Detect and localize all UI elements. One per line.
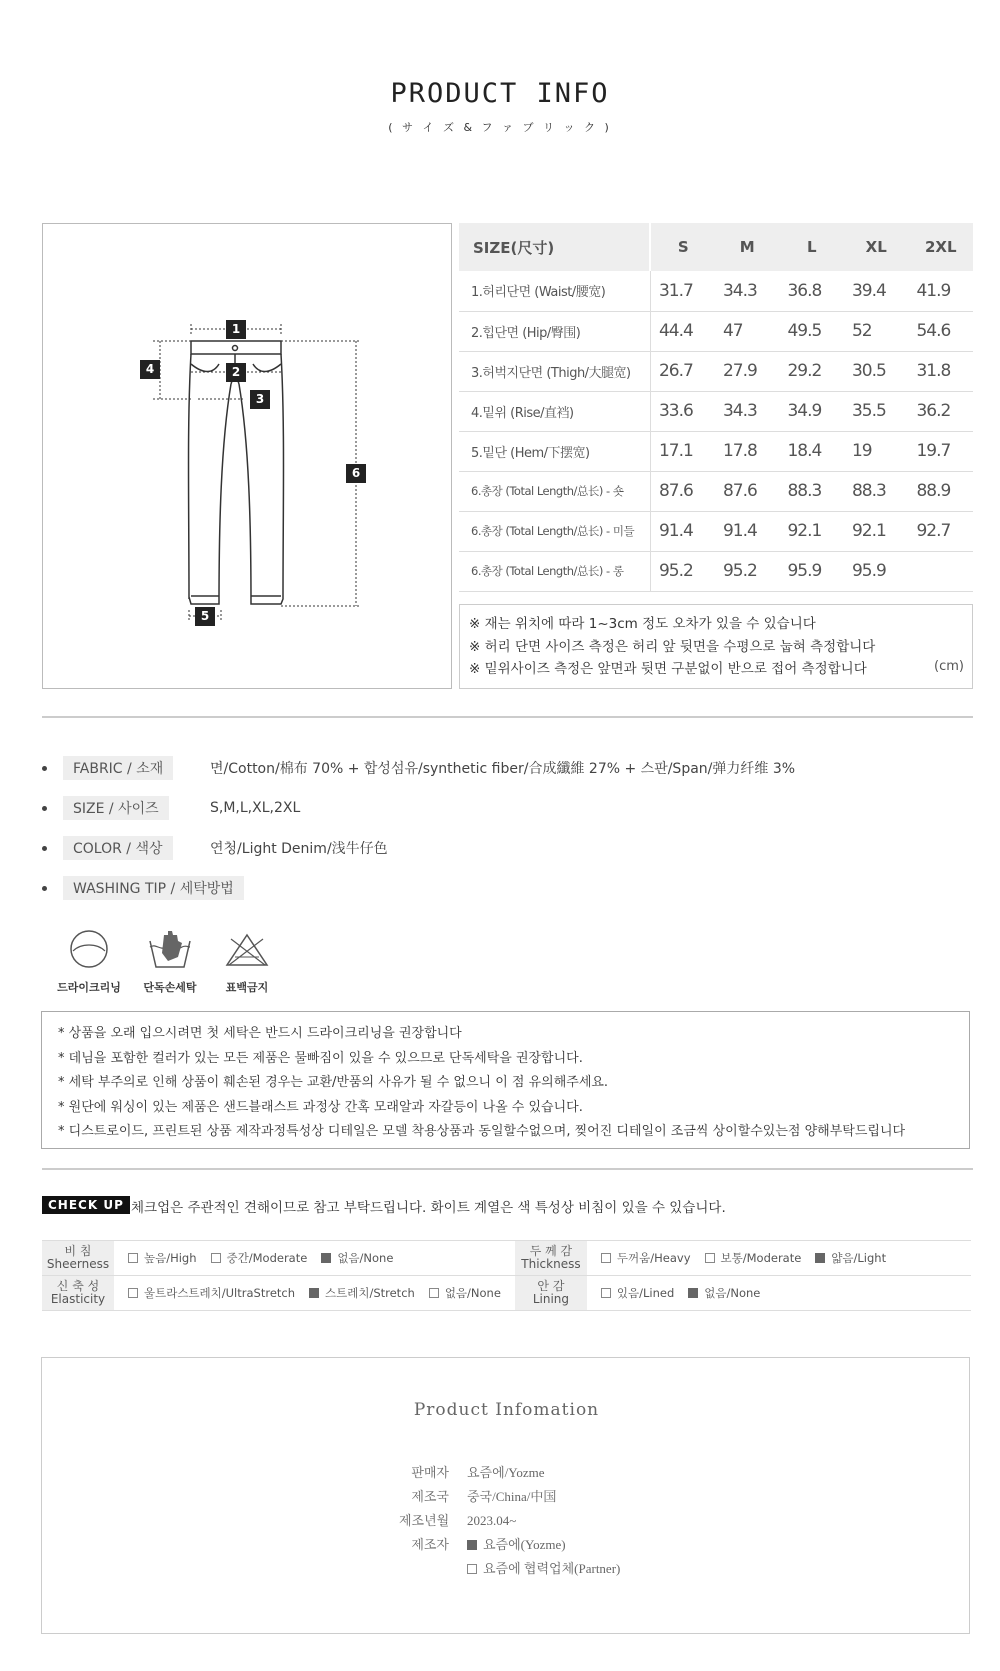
spec-label: FABRIC / 소재 [63,756,173,780]
size-value: 34.9 [779,391,844,431]
dry-clean-icon [67,927,111,971]
checkup-table [42,1240,971,1311]
size-value: 91.4 [715,511,780,551]
washing-notes [41,1011,970,1149]
wash-note: * 원단에 워싱이 있는 제품은 샌드블래스트 과정상 간혹 모래알과 자갈등이 나올 수 있습니다. [58,1099,583,1115]
sheerness-head [42,1241,114,1276]
size-value: 19 [844,431,909,471]
size-header-m: M [715,223,780,271]
page-subtitle: ( サ イ ズ & フ ァ ブ リ ッ ク ) [388,121,612,134]
pants-outline-icon [43,224,453,690]
size-row-label: 2.힙단면 (Hip/臀围) [459,311,650,351]
size-value: 19.7 [908,431,973,471]
size-value: 36.2 [908,391,973,431]
info-key: 제조국 [411,1489,449,1504]
lining-option [688,1286,760,1300]
info-date [399,1510,516,1529]
size-header-label: SIZE(尺寸) [459,223,650,271]
checkup-row [42,1276,971,1311]
marker-3: 3 [250,390,270,409]
note-line: ※ 재는 위치에 따라 1~3cm 정도 오차가 있을 수 있습니다 [469,616,816,632]
thickness-option [705,1251,802,1265]
marker-4: 4 [140,360,160,379]
head-en: Thickness [521,1257,581,1271]
size-value: 31.8 [908,351,973,391]
size-row [459,551,973,591]
size-value: 91.4 [650,511,715,551]
option-label: 없음/None [337,1251,394,1265]
checkbox-unchecked [211,1253,221,1263]
info-seller [399,1462,545,1481]
sheerness-option [211,1251,308,1265]
size-value: 41.9 [908,271,973,311]
note-line: ※ 허리 단면 사이즈 측정은 허리 앞 뒷면을 수평으로 눕혀 측정합니다 [469,638,876,655]
size-row [459,271,973,311]
elasticity-option [309,1286,415,1300]
checkbox-checked [309,1288,319,1298]
size-value: 39.4 [844,271,909,311]
thickness-option [815,1251,886,1265]
option-label: 있음/Lined [616,1286,675,1300]
divider [42,1168,973,1170]
size-value: 54.6 [908,311,973,351]
product-information [41,1357,970,1634]
option-label: 울트라스트레치/UltraStretch [144,1286,296,1300]
checkup-badge: CHECK UP [42,1196,130,1214]
info-origin [399,1486,556,1505]
info-value: 2023.04~ [467,1513,517,1528]
elasticity-options [114,1276,515,1311]
size-value: 47 [715,311,780,351]
head-ko: 안 감 [537,1279,565,1293]
care-dry-clean [49,927,129,995]
checkbox-unchecked [601,1288,611,1298]
size-row [459,391,973,431]
size-value [908,551,973,591]
size-value: 95.9 [844,551,909,591]
info-key: 제조년월 [399,1513,450,1528]
size-row [459,351,973,391]
size-value: 30.5 [844,351,909,391]
info-value: 요즘에(Yozme) [483,1537,566,1552]
size-value: 31.7 [650,271,715,311]
checkup-row [42,1241,971,1276]
sheerness-option [321,1251,393,1265]
sheerness-option [128,1251,197,1265]
option-label: 두꺼움/Heavy [616,1251,691,1265]
spec-size [42,797,301,819]
checkbox-unchecked [467,1564,477,1574]
bullet [42,846,47,851]
size-value: 35.5 [844,391,909,431]
size-table-header [459,223,973,271]
option-label: 중간/Moderate [226,1251,308,1265]
size-row [459,311,973,351]
head-ko: 비 침 [64,1244,92,1258]
size-value: 34.3 [715,271,780,311]
size-header-2xl: 2XL [908,223,973,271]
bullet [42,766,47,771]
size-table [459,223,973,592]
spec-value: S,M,L,XL,2XL [210,800,301,816]
size-value: 95.2 [715,551,780,591]
option-label: 스트레치/Stretch [325,1286,415,1300]
spec-label: WASHING TIP / 세탁방법 [63,876,244,900]
size-value: 88.9 [908,471,973,511]
checkup-text: 체크업은 주관적인 견해이므로 참고 부탁드립니다. 화이트 계열은 색 특성상 비침이 있을 수 있습니다. [131,1200,726,1216]
marker-1: 1 [226,320,246,339]
size-value: 49.5 [779,311,844,351]
size-row [459,511,973,551]
care-hand-wash [130,927,210,995]
size-value: 17.8 [715,431,780,471]
lining-options [587,1276,971,1311]
size-row [459,431,973,471]
size-value: 36.8 [779,271,844,311]
size-value: 95.9 [779,551,844,591]
info-key: 제조자 [411,1537,449,1552]
info-value: 요즘에 협력업체(Partner) [483,1561,621,1576]
option-label: 보통/Moderate [720,1251,802,1265]
size-value: 92.1 [844,511,909,551]
hand-wash-icon [146,927,194,971]
head-ko: 두 께 감 [529,1244,573,1258]
checkbox-unchecked [705,1253,715,1263]
care-caption: 표백금지 [225,981,269,994]
size-header-s: S [650,223,715,271]
head-en: Lining [532,1292,570,1306]
size-header-l: L [779,223,844,271]
product-info-title: Product Infomation [413,1400,600,1420]
checkbox-checked [321,1253,331,1263]
info-maker-partner [467,1558,620,1577]
lining-option [601,1286,674,1300]
wash-note: * 디스트로이드, 프린트된 상품 제작과정특성상 디테일은 모델 착용상품과 동일할수없으며, 찢어진 디테일이 조금씩 상이할수있는점 양해부탁드립니다 [58,1124,906,1139]
size-value: 27.9 [715,351,780,391]
measurement-notes [459,604,973,689]
checkbox-checked [815,1253,825,1263]
size-row-label: 1.허리단면 (Waist/腰宽) [459,271,650,311]
size-value: 29.2 [779,351,844,391]
checkbox-unchecked [601,1253,611,1263]
checkbox-unchecked [128,1288,138,1298]
size-value: 87.6 [715,471,780,511]
wash-note: * 데님을 포함한 컬러가 있는 모든 제품은 물빠짐이 있을 수 있으므로 단독세탁을 권장합니다. [58,1050,583,1066]
head-ko: 신 축 성 [56,1279,100,1293]
note-line: ※ 밑위사이즈 측정은 앞면과 뒷면 구분없이 반으로 접어 측정합니다 [469,661,867,677]
no-bleach-icon [223,927,271,971]
spec-fabric [42,757,796,779]
size-row [459,471,973,511]
thickness-option [601,1251,691,1265]
size-value: 88.3 [844,471,909,511]
care-no-bleach [207,927,287,995]
info-value: 요즘에/Yozme [467,1465,545,1480]
size-value: 26.7 [650,351,715,391]
spec-color [42,837,388,859]
marker-2: 2 [226,363,246,382]
checkbox-unchecked [128,1253,138,1263]
wash-note: * 세탁 부주의로 인해 상품이 훼손된 경우는 교환/반품의 사유가 될 수 없으니 이 점 유의해주세요. [58,1075,609,1090]
spec-value: 면/Cotton/棉布 70% + 합성섬유/synthetic fiber/合成纖維 27% + 스판/Span/弹力纤维 3% [210,761,796,777]
marker-5: 5 [195,607,215,626]
info-value: 중국/China/中国 [467,1489,557,1504]
size-value: 92.7 [908,511,973,551]
size-value: 18.4 [779,431,844,471]
sheerness-options [114,1241,515,1276]
bullet [42,806,47,811]
divider [42,716,973,718]
size-value: 52 [844,311,909,351]
unit-label: (cm) [934,658,964,674]
option-label: 얇음/Light [831,1251,887,1265]
size-header-xl: XL [844,223,909,271]
size-row-label: 6.총장 (Total Length/总长) - 숏 [459,471,650,511]
head-en: Elasticity [50,1292,106,1306]
spec-label: COLOR / 색상 [63,836,173,860]
wash-note: * 상품을 오래 입으시려면 첫 세탁은 반드시 드라이크리닝을 권장합니다 [58,1026,462,1041]
size-row-label: 4.밑위 (Rise/直裆) [459,391,650,431]
elasticity-head [42,1276,114,1311]
pants-diagram [42,223,452,689]
info-key: 판매자 [411,1465,449,1480]
care-caption: 단독손세탁 [143,981,197,994]
spec-label: SIZE / 사이즈 [63,796,169,820]
checkbox-checked [688,1288,698,1298]
option-label: 높음/High [144,1251,197,1265]
elasticity-option [429,1286,501,1300]
option-label: 없음/None [444,1286,501,1300]
size-value: 33.6 [650,391,715,431]
spec-washing [42,877,244,899]
checkbox-unchecked [429,1288,439,1298]
checkbox-checked [467,1540,477,1550]
size-row-label: 3.허벅지단면 (Thigh/大腿宽) [459,351,650,391]
lining-head [515,1276,587,1311]
info-maker [399,1534,566,1553]
size-value: 17.1 [650,431,715,471]
size-row-label: 6.총장 (Total Length/总长) - 미들 [459,511,650,551]
option-label: 없음/None [704,1286,761,1300]
size-value: 34.3 [715,391,780,431]
bullet [42,886,47,891]
elasticity-option [128,1286,295,1300]
marker-6: 6 [346,464,366,483]
size-value: 44.4 [650,311,715,351]
spec-value: 연청/Light Denim/浅牛仔色 [210,841,388,857]
size-row-label: 5.밑단 (Hem/下摆宽) [459,431,650,471]
head-en: Sheerness [46,1257,110,1271]
size-row-label: 6.총장 (Total Length/总长) - 롱 [459,551,650,591]
size-value: 88.3 [779,471,844,511]
size-value: 95.2 [650,551,715,591]
care-caption: 드라이크리닝 [57,981,121,994]
thickness-head [515,1241,587,1276]
size-value: 87.6 [650,471,715,511]
thickness-options [587,1241,971,1276]
size-value: 92.1 [779,511,844,551]
page-title: PRODUCT INFO [390,78,610,109]
